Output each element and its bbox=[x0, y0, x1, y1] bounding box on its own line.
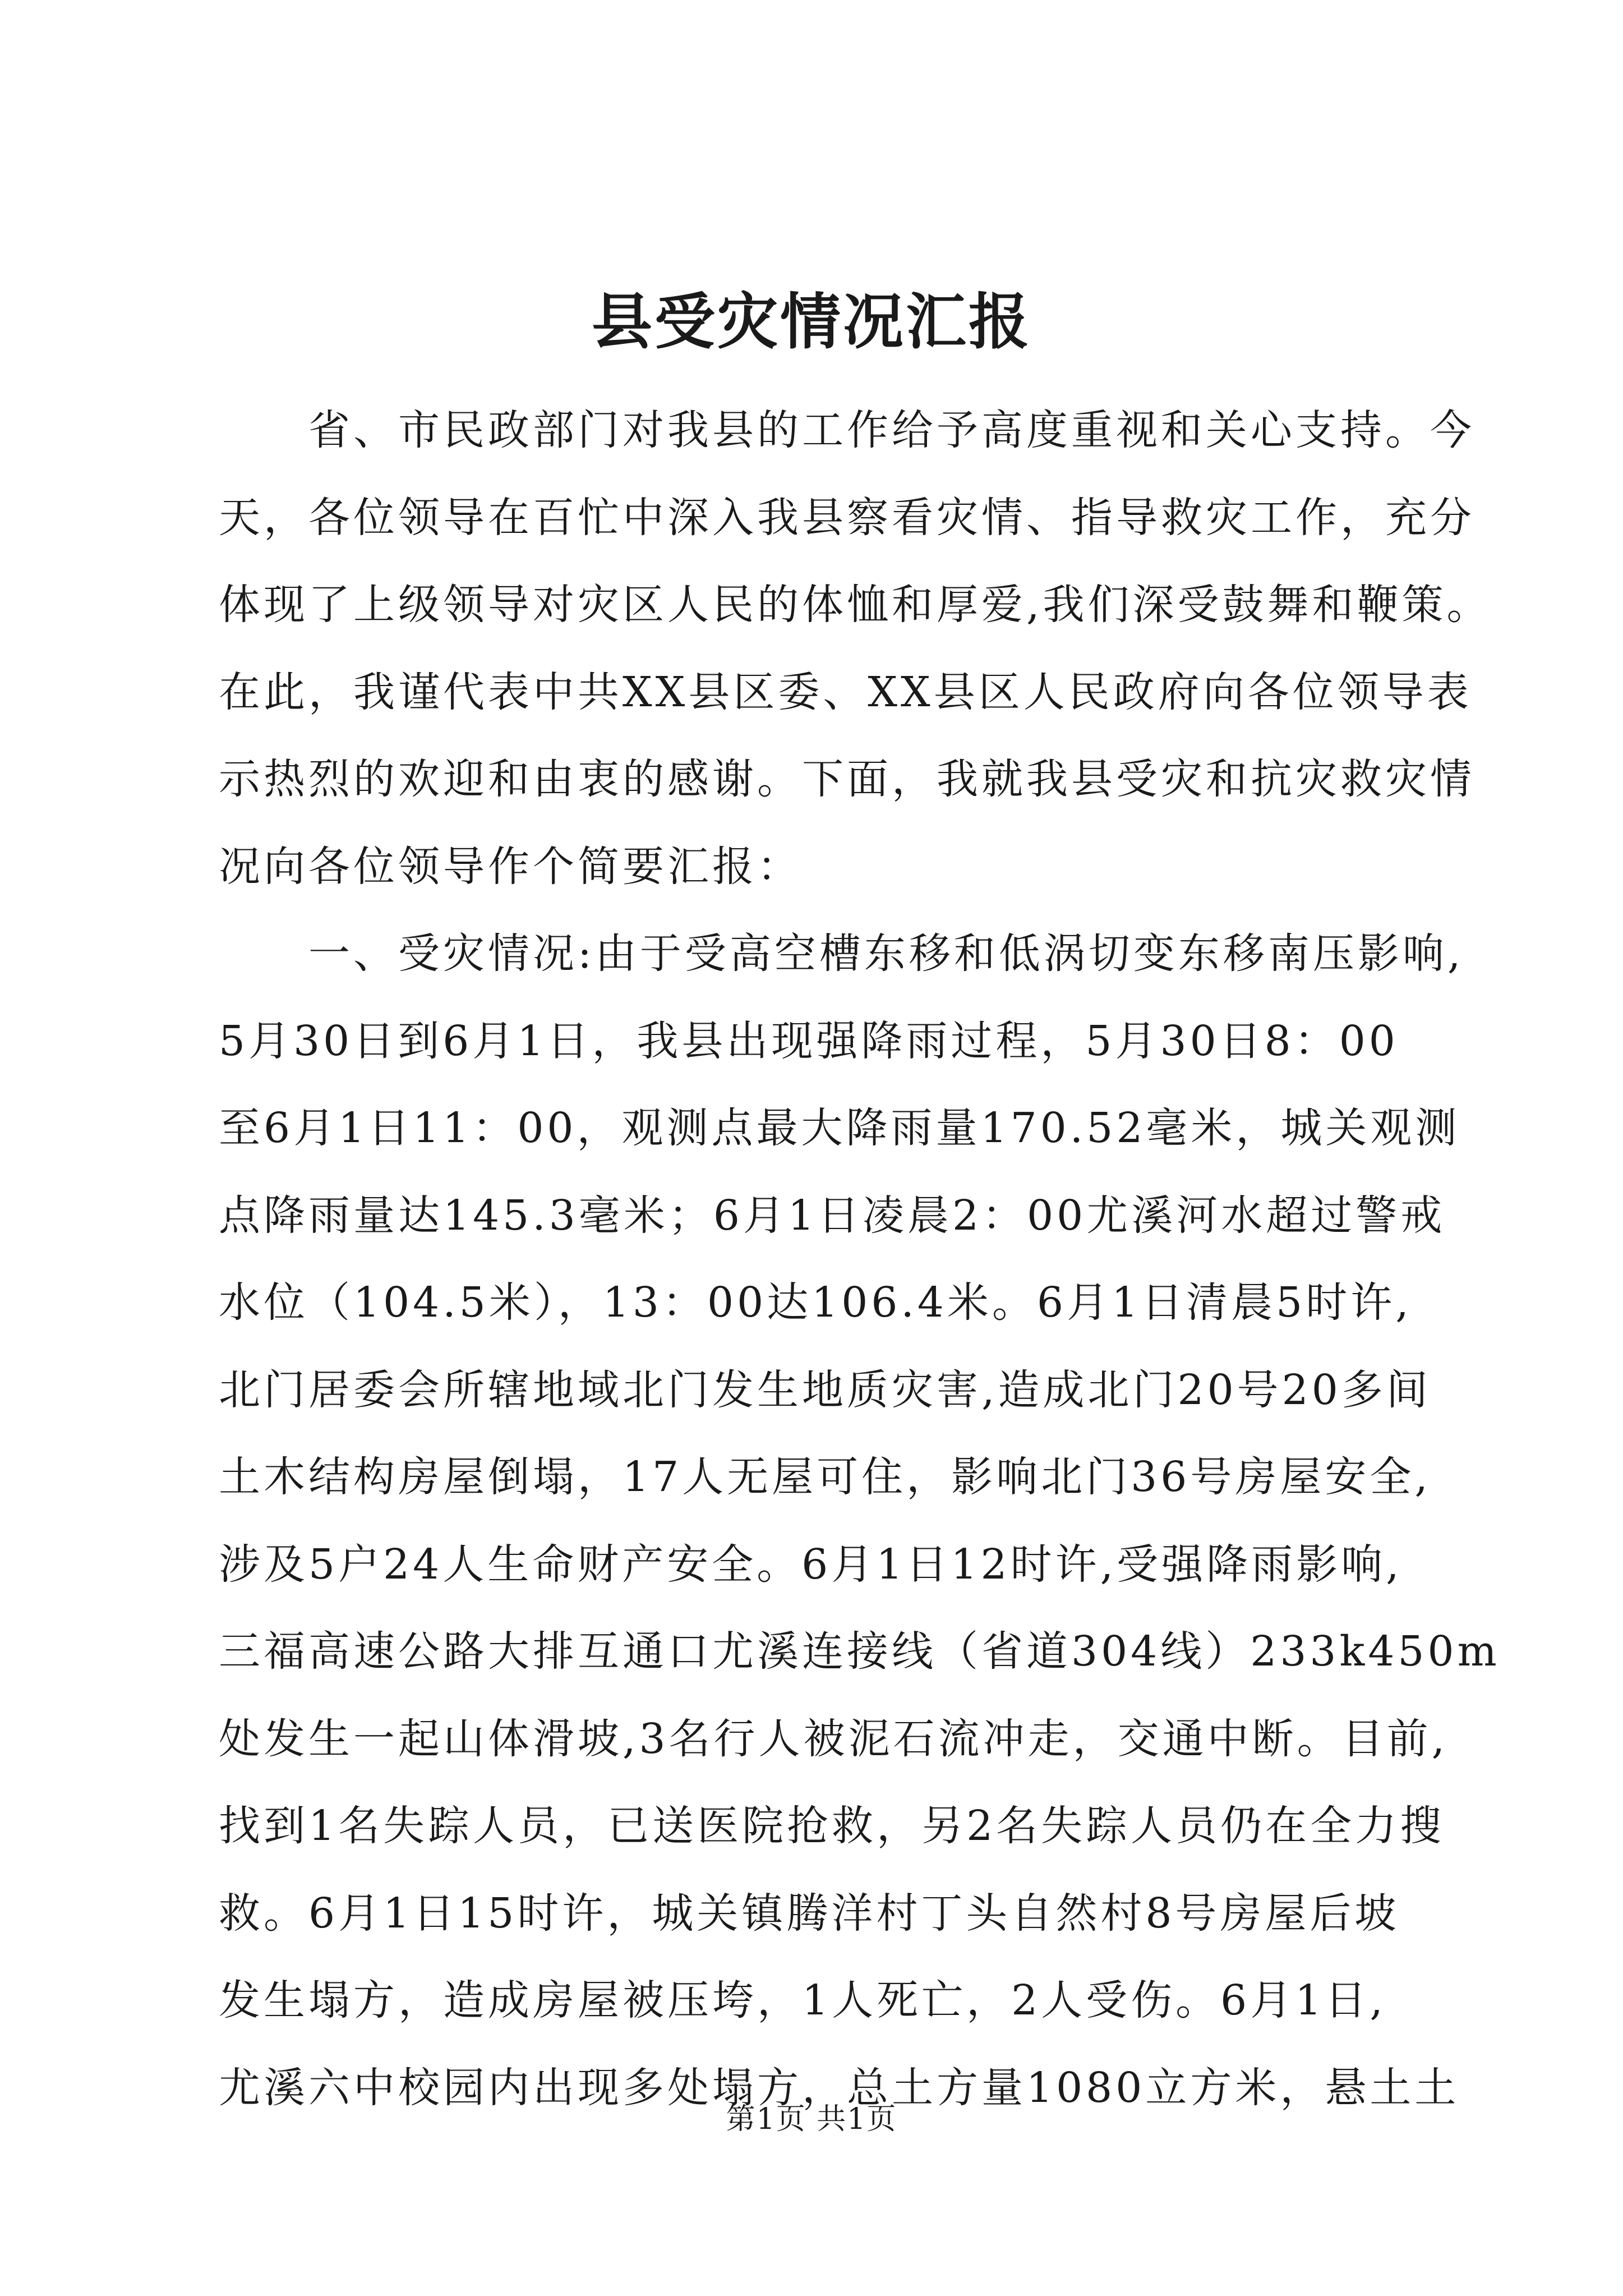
body-line: 省、市民政部门对我县的工作给予高度重视和关心支持。今 bbox=[219, 406, 1475, 454]
body-line: 5月30日到6月1日，我县出现强降雨过程，5月30日8：00 bbox=[219, 1016, 1399, 1065]
body-line: 在此，我谨代表中共XX县区委、XX县区人民政府向各位领导表 bbox=[219, 668, 1472, 716]
body-line: 天，各位领导在百忙中深入我县察看灾情、指导救灾工作，充分 bbox=[219, 493, 1475, 542]
body-line: 救。6月1日15时许，城关镇腾洋村丁头自然村8号房屋后坡 bbox=[219, 1889, 1400, 1938]
body-line: 一、受灾情况:由于受高空槽东移和低涡切变东移南压影响, bbox=[219, 930, 1464, 978]
body-line: 水位（104.5米），13：00达106.4米。6月1日清晨5时许, bbox=[219, 1278, 1412, 1327]
body-line: 示热烈的欢迎和由衷的感谢。下面，我就我县受灾和抗灾救灾情 bbox=[219, 755, 1475, 803]
body-line: 体现了上级领导对灾区人民的体恤和厚爱,我们深受鼓舞和鞭策。 bbox=[219, 581, 1492, 629]
document-body bbox=[219, 387, 1500, 2132]
document-title: 县受灾情况汇报 bbox=[591, 287, 1031, 357]
body-line: 北门居委会所辖地域北门发生地质灾害,造成北门20号20多间 bbox=[219, 1365, 1431, 1414]
body-line: 尤溪六中校园内出现多处塌方，总土方量1080立方米，悬土土 bbox=[219, 2063, 1460, 2112]
body-line: 点降雨量达145.3毫米；6月1日凌晨2：00尤溪河水超过警戒 bbox=[219, 1191, 1446, 1240]
body-line: 三福高速公路大排互通口尤溪连接线（省道304线）233k450m bbox=[219, 1627, 1500, 1676]
page-footer: 第1页 共1页 bbox=[726, 2102, 897, 2136]
body-line: 找到1名失踪人员，已送医院抢救，另2名失踪人员仍在全力搜 bbox=[219, 1802, 1445, 1850]
body-line: 至6月1日11：00，观测点最大降雨量170.52毫米，城关观测 bbox=[219, 1104, 1460, 1152]
body-line: 涉及5户24人生命财产安全。6月1日12时许,受强降雨影响, bbox=[219, 1540, 1403, 1589]
body-line: 土木结构房屋倒塌，17人无屋可住，影响北门36号房屋安全, bbox=[219, 1453, 1431, 1501]
body-line: 处发生一起山体滑坡,3名行人被泥石流冲走，交通中断。目前, bbox=[219, 1714, 1449, 1763]
body-line: 况向各位领导作个简要汇报： bbox=[219, 842, 802, 891]
body-line: 发生塌方，造成房屋被压垮，1人死亡，2人受伤。6月1日, bbox=[219, 1976, 1386, 2024]
